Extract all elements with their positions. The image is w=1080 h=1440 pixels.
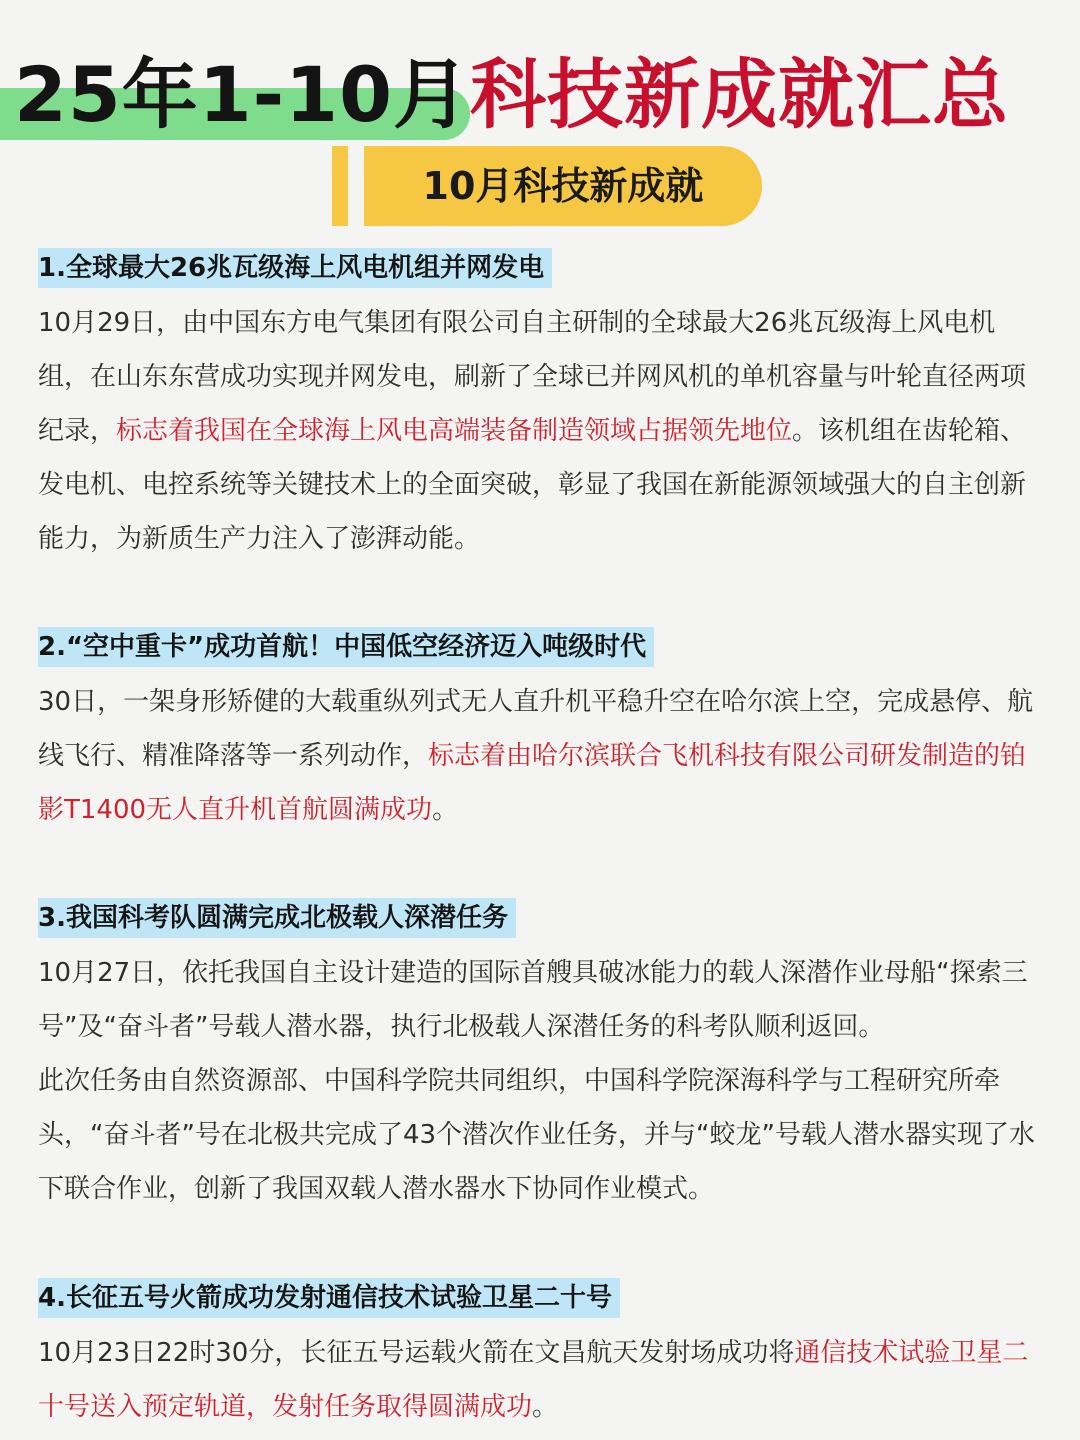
- paragraph-highlight: 标志着由哈尔滨联合飞机科技有限公司研发制造的铂影T1400无人直升机首航圆满成功: [38, 741, 1027, 825]
- section-heading: 2.“空中重卡”成功首航！中国低空经济迈入吨级时代: [38, 627, 654, 667]
- section-1: [38, 248, 1042, 566]
- section-heading: 1.全球最大26兆瓦级海上风电机组并网发电: [38, 248, 552, 288]
- paragraph-text: 此次任务由自然资源部、中国科学院共同组织，中国科学院深海科学与工程研究所牵头，“奋斗者”号在北极共完成了43个潜次作业任务，并与“蛟龙”号载人潜水器实现了水下联合作业，创新了我国双载人潜水器水下协同作业模式。: [38, 1066, 1035, 1204]
- title-date-range: 25年1-10月: [14, 50, 470, 139]
- section-3: [38, 898, 1042, 1216]
- paragraph-text-end: 。: [532, 1392, 559, 1422]
- section-paragraph: [38, 1326, 1042, 1434]
- title-banner: [0, 40, 1080, 150]
- title-topic: 科技新成就汇总: [469, 50, 1009, 139]
- paragraph-text-end: 。: [432, 795, 459, 825]
- section-paragraph: [38, 296, 1042, 566]
- paragraph-text: 30日，一架身形矫健的大载重纵列式无人直升机平稳升空在哈尔滨上空，完成悬停、航线飞行、精准降落等一系列动作，: [38, 687, 1034, 771]
- subtitle-accent-bar: [332, 146, 348, 226]
- paragraph-text: 10月27日，依托我国自主设计建造的国际首艘具破冰能力的载人深潜作业母船“探索三号”及“奋斗者”号载人潜水器，执行北极载人深潜任务的科考队顺利返回。: [38, 958, 1028, 1042]
- section-heading: 3.我国科考队圆满完成北极载人深潜任务: [38, 898, 516, 938]
- section-4: [38, 1278, 1042, 1434]
- paragraph-highlight: 标志着我国在全球海上风电高端装备制造领域占据领先地位: [116, 416, 793, 446]
- subtitle-badge: [364, 146, 762, 226]
- section-2: [38, 627, 1042, 837]
- paragraph-text: 10月29日，由中国东方电气集团有限公司自主研制的全球最大26兆瓦级海上风电机组，在山东东营成功实现并网发电，刷新了全球已并网风机的单机容量与叶轮直径两项纪录，: [38, 308, 1027, 446]
- section-paragraph: [38, 1054, 1042, 1216]
- paragraph-text: 10月23日22时30分，长征五号运载火箭在文昌航天发射场成功将: [38, 1338, 795, 1368]
- section-paragraph: [38, 946, 1042, 1054]
- subtitle-text: 10月科技新成就: [422, 164, 704, 208]
- paragraph-highlight: 通信技术试验卫星二十号送入预定轨道，发射任务取得圆满成功: [38, 1338, 1029, 1422]
- section-heading: 4.长征五号火箭成功发射通信技术试验卫星二十号: [38, 1278, 620, 1318]
- paragraph-text-end: 。该机组在齿轮箱、发电机、电控系统等关键技术上的全面突破，彰显了我国在新能源领域强大的自主创新能力，为新质生产力注入了澎湃动能。: [38, 416, 1027, 554]
- page-title: [14, 40, 1009, 150]
- section-paragraph: [38, 675, 1042, 837]
